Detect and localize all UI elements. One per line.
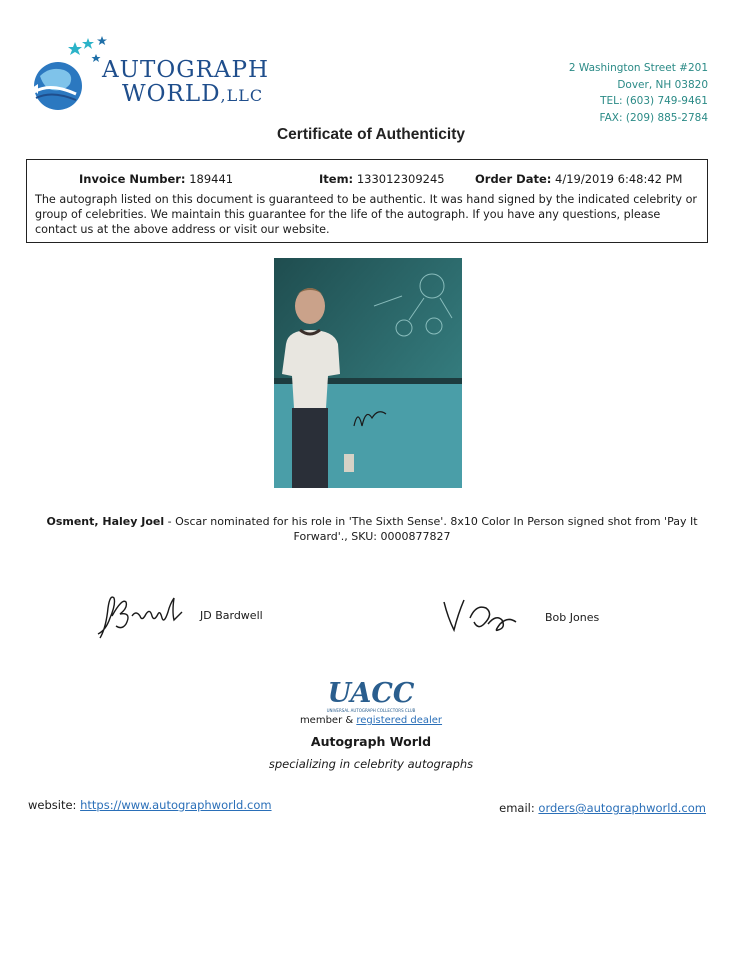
company-name: Autograph World: [310, 734, 432, 749]
signature-name-1: JD Bardwell: [200, 609, 263, 622]
logo-llc: ,LLC: [220, 86, 264, 105]
signature-name-2: Bob Jones: [545, 611, 600, 624]
star-icon: [68, 42, 82, 55]
signature-bob-jones: [440, 594, 522, 642]
description-text: - Oscar nominated for his role in 'The Sixth Sense'. 8x10 Color In Person signed shot from 'Pay It Forward'., SKU: 0000877827: [164, 515, 698, 543]
email-link[interactable]: orders@autographworld.com: [538, 801, 706, 815]
website-link[interactable]: https://www.autographworld.com: [80, 798, 272, 812]
specializing-text: specializing in celebrity autographs: [268, 757, 474, 771]
item-label: Item:: [319, 172, 354, 186]
email-line: [499, 801, 706, 815]
website-line: [28, 798, 272, 812]
invoice-number: [79, 172, 233, 186]
address-city: Dover, NH 03820: [617, 78, 708, 91]
signature-jd-bardwell: [92, 588, 192, 648]
invoice-box: [26, 159, 708, 243]
star-icon: [82, 38, 94, 49]
invoice-number-label: Invoice Number:: [79, 172, 186, 186]
company-logo: [30, 36, 290, 116]
order-date-label: Order Date:: [475, 172, 552, 186]
address-street: 2 Washington Street #201: [568, 62, 708, 74]
registered-dealer-link[interactable]: registered dealer: [356, 715, 443, 726]
order-date-value: 4/19/2019 6:48:42 PM: [555, 172, 683, 186]
logo-wordmark-line1: AUTOGRAPH: [102, 57, 270, 83]
autographed-photo: [274, 258, 462, 488]
website-label: website:: [28, 798, 77, 812]
invoice-number-value: 189441: [189, 172, 234, 186]
logo-wordmark-line2: WORLD: [122, 81, 221, 107]
star-icon: [92, 54, 101, 62]
company-address: [569, 60, 708, 126]
order-date: [475, 172, 682, 186]
member-prefix: member &: [299, 715, 357, 726]
address-fax: FAX: (209) 885-2784: [599, 111, 708, 124]
uacc-tagline: UNIVERSAL AUTOGRAPH COLLECTORS CLUB: [326, 708, 416, 713]
member-line: [0, 715, 742, 726]
email-label: email:: [499, 801, 535, 815]
certificate-title: Certificate of Authenticity: [276, 126, 466, 143]
celebrity-name: Osment, Haley Joel: [46, 515, 165, 528]
star-icon: [97, 36, 107, 45]
guarantee-text: The autograph listed on this document is guaranteed to be authentic. It was hand signed by the indicated celebrity or group of celebrities. We maintain this guarantee for the life of the autograph. If you have any questions, please contact us at the above address or visit our website.: [35, 193, 698, 236]
item-number: [319, 172, 445, 186]
item-description: [30, 514, 714, 544]
address-tel: TEL: (603) 749-9461: [600, 95, 708, 107]
uacc-logo-text: UACC: [327, 678, 415, 709]
uacc-logo: [318, 676, 424, 716]
item-value: 133012309245: [356, 172, 445, 186]
